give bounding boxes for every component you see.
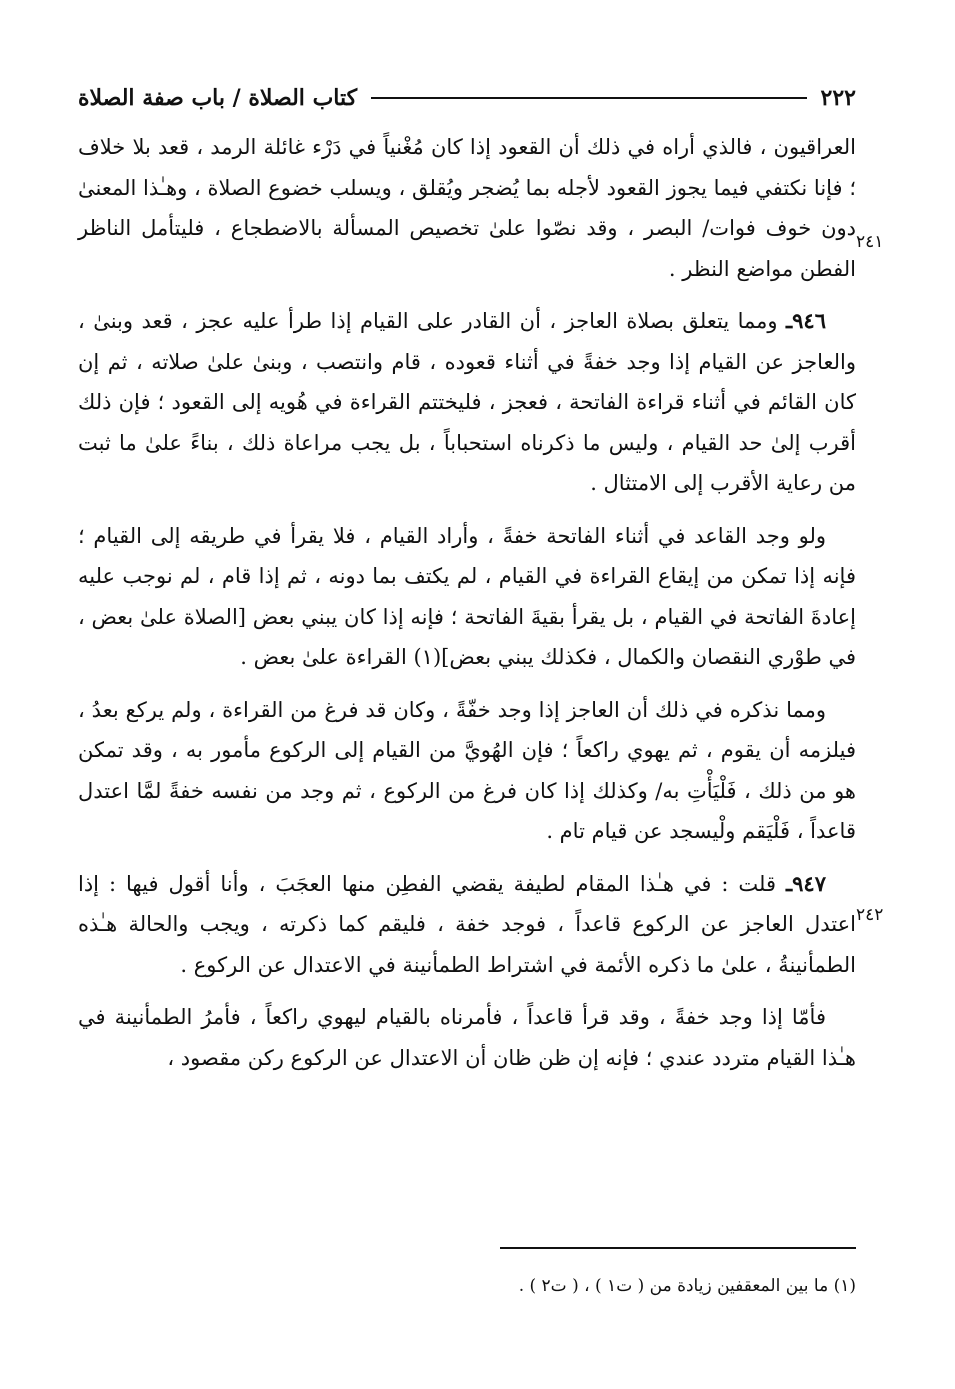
paragraph-text: العراقيون ، فالذي أراه في ذلك أن القعود إذا كان مُغْنياً في دَرْء غائلة الرمد ، قعد بلا خلاف ؛ فإنا نكتفي فيما يجوز القعود لأجله بما يُضجر ويُقلق ، ويسلب خضوع الصلاة ، وهـٰذا المعنىٰ دون خوف فوات/ البصر ، وقد نصّوا علىٰ تخصيص المسألة بالاضطجاع ، فليتأمل الناظر الفطن مواضع النظر . [78,135,856,281]
paragraph-text: ومما يتعلق بصلاة العاجز ، أن القادر على القيام إذا طرأ عليه عجز ، قعد وبنىٰ ، والعاجز عن القيام إذا وجد خفةً في أثناء قعوده ، قام وانتصب ، وبنىٰ علىٰ صلاته ، ثم إن كان القائم في أثناء قراءة الفاتحة ، فعجز ، فليختتم القراءة في هُويه إلى القعود ؛ فإن ذلك أقرب إلىٰ حد القيام ، وليس ما ذكرناه استحباباً ، بل يجب مراعاة ذلك ، بناءً علىٰ ما ثبت من رعاية الأقرب إلى الامتثال . [78,309,856,495]
paragraph [78,301,856,504]
paragraph [78,516,856,678]
paragraph-text: قلت : في هـٰذا المقام لطيفة يقضي الفطِن منها العجَبَ ، وأنا أقول فيها : إذا اعتدل العاجز عن الركوع قاعداً ، فوجد خفة ، فليقم كما ذكرته ، ويجب والحالة هـٰذه الطمأنينةُ ، علىٰ ما ذكره الأئمة في اشتراط الطمأنينة في الاعتدال عن الركوع . [78,871,856,977]
header-rule [371,97,806,99]
paragraph [78,864,856,986]
body-text [78,127,856,1090]
paragraph-text: ولو وجد القاعد في أثناء الفاتحة خفةً ، وأراد القيام ، فلا يقرأ في طريقه إلى القيام ؛ فإنه إذا تمكن من إيقاع القراءة في القيام ، لم يكتف بما دونه ، ثم إذا قام ، لم نوجب عليه إعادةَ الفاتحة في القيام ، بل يقرأ بقيةَ الفاتحة ؛ فإنه إذا كان يبني بعض [الصلاة علىٰ بعض ، في طوْري النقصان والكمال ، فكذلك يبني بعض](١) القراءة علىٰ بعض . [78,523,856,669]
footnote: (١) ما بين المعقفين زيادة من ( ت١ ) ، ( ت٢ ) . [518,1276,856,1296]
margin-folio-note: ٢٤١ [856,232,884,252]
section-number: ٩٤٦ـ [786,308,826,333]
section-number: ٩٤٧ـ [786,870,826,896]
paragraph-text: ومما نذكره في ذلك أن العاجز إذا وجد خفّةً ، وكان قد فرغ من القراءة ، ولم يركع بعدُ ، فيلزمه أن يقوم ، ثم يهوي راكعاً ؛ فإن الهُويَّ من القيام إلى الركوع مأمور به ، وقد تمكن هو من ذلك ، فَلْيَأْتِ به/ وكذلك إذا كان فرغ من الركوع ، ثم وجد من نفسه خفةً لمَّا اعتدل قاعداً ، فَلْيَقم ولْيسجد عن قيام تام . [78,697,856,843]
paragraph [78,997,856,1078]
paragraph-text: فأمّا إذا وجد خفةً ، وقد قرأ قاعداً ، فأمرناه بالقيام ليهوي راكعاً ، فأمرُ الطمأنينة في هـٰذا القيام متردد عندي ؛ فإنه إن ظن ظان أن الاعتدال عن الركوع ركن مقصود ، [78,1005,856,1070]
page-number: ٢٢٢ [820,85,856,111]
paragraph [78,690,856,852]
margin-folio-note: ٢٤٢ [856,905,884,925]
paragraph [78,127,856,289]
footnote-rule [500,1247,856,1249]
page-header [78,80,856,116]
running-title: كتاب الصلاة / باب صفة الصلاة [78,85,358,111]
